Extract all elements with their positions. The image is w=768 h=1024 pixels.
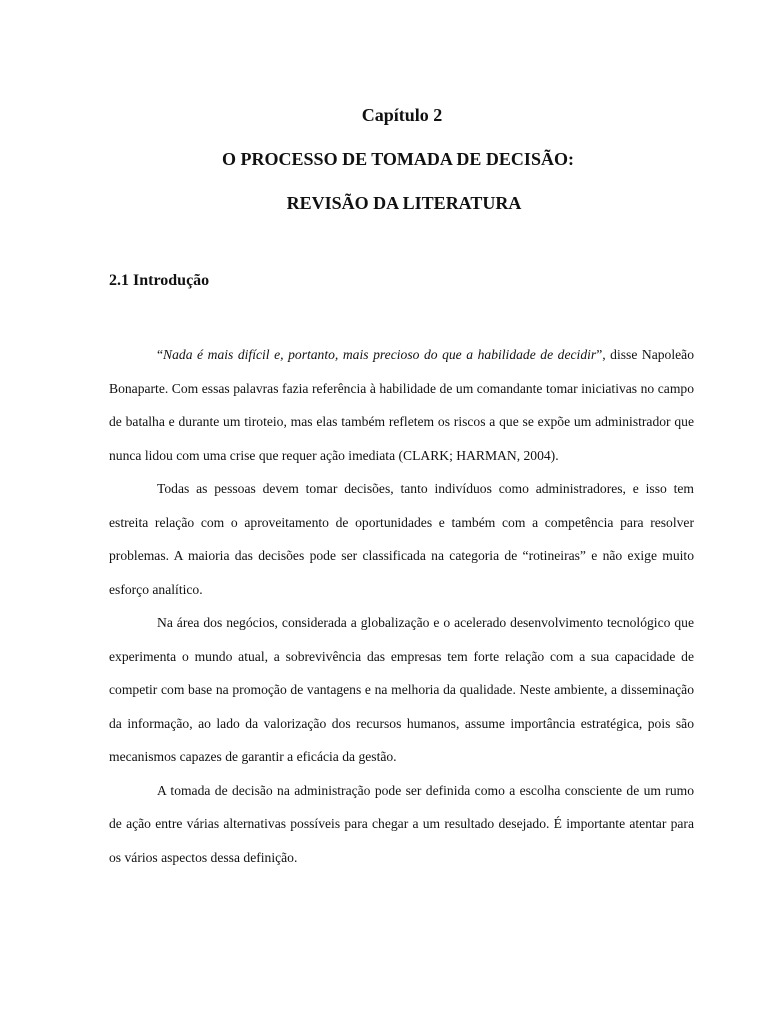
quotation: Nada é mais difícil e, portanto, mais precioso do que a habilidade de decidir [163,347,597,362]
paragraph [109,472,694,606]
paragraph-text: ”, disse Napoleão Bonaparte. Com essas palavras fazia referência à habilidade de um comandante tomar iniciativas no campo de batalha e durante um tiroteio, mas elas também refletem os riscos a que se expõe um administrador que nunca lidou com uma crise que requer ação imediata (CLARK; HARMAN, 2004). [109,347,694,463]
open-quote-mark: “ [157,347,164,362]
chapter-title: O PROCESSO DE TOMADA DE DECISÃO: [222,149,574,169]
chapter-label: Capítulo 2 [361,105,443,125]
section-heading: 2.1 Introdução [109,272,210,289]
paragraph-text: A tomada de decisão na administração pode ser definida como a escolha consciente de um rumo de ação entre várias alternativas possíveis para chegar a um resultado desejado. É importante atentar para os vários aspectos dessa definição. [109,782,694,865]
paragraph-text: Na área dos negócios, considerada a globalização e o acelerado desenvolvimento tecnológico que experimenta o mundo atual, a sobrevivência das empresas tem forte relação com a sua capacidade de competir com base na promoção de vantagens e na melhoria da qualidade. Neste ambiente, a disseminação da informação, ao lado da valorização dos recursos humanos, assume importância estratégica, pois são mecanismos capazes de garantir a eficácia da gestão. [109,615,694,764]
body-text [109,338,694,874]
paragraph-text: Todas as pessoas devem tomar decisões, tanto indivíduos como administradores, e isso tem estreita relação com o aproveitamento de oportunidades e também com a competência para resolver problemas. A maioria das decisões pode ser classificada na categoria de “rotineiras” e não exige muito esforço analítico. [109,481,694,597]
paragraph [109,774,694,875]
paragraph [109,606,694,774]
chapter-subtitle: REVISÃO DA LITERATURA [286,193,522,213]
paragraph [109,338,694,472]
